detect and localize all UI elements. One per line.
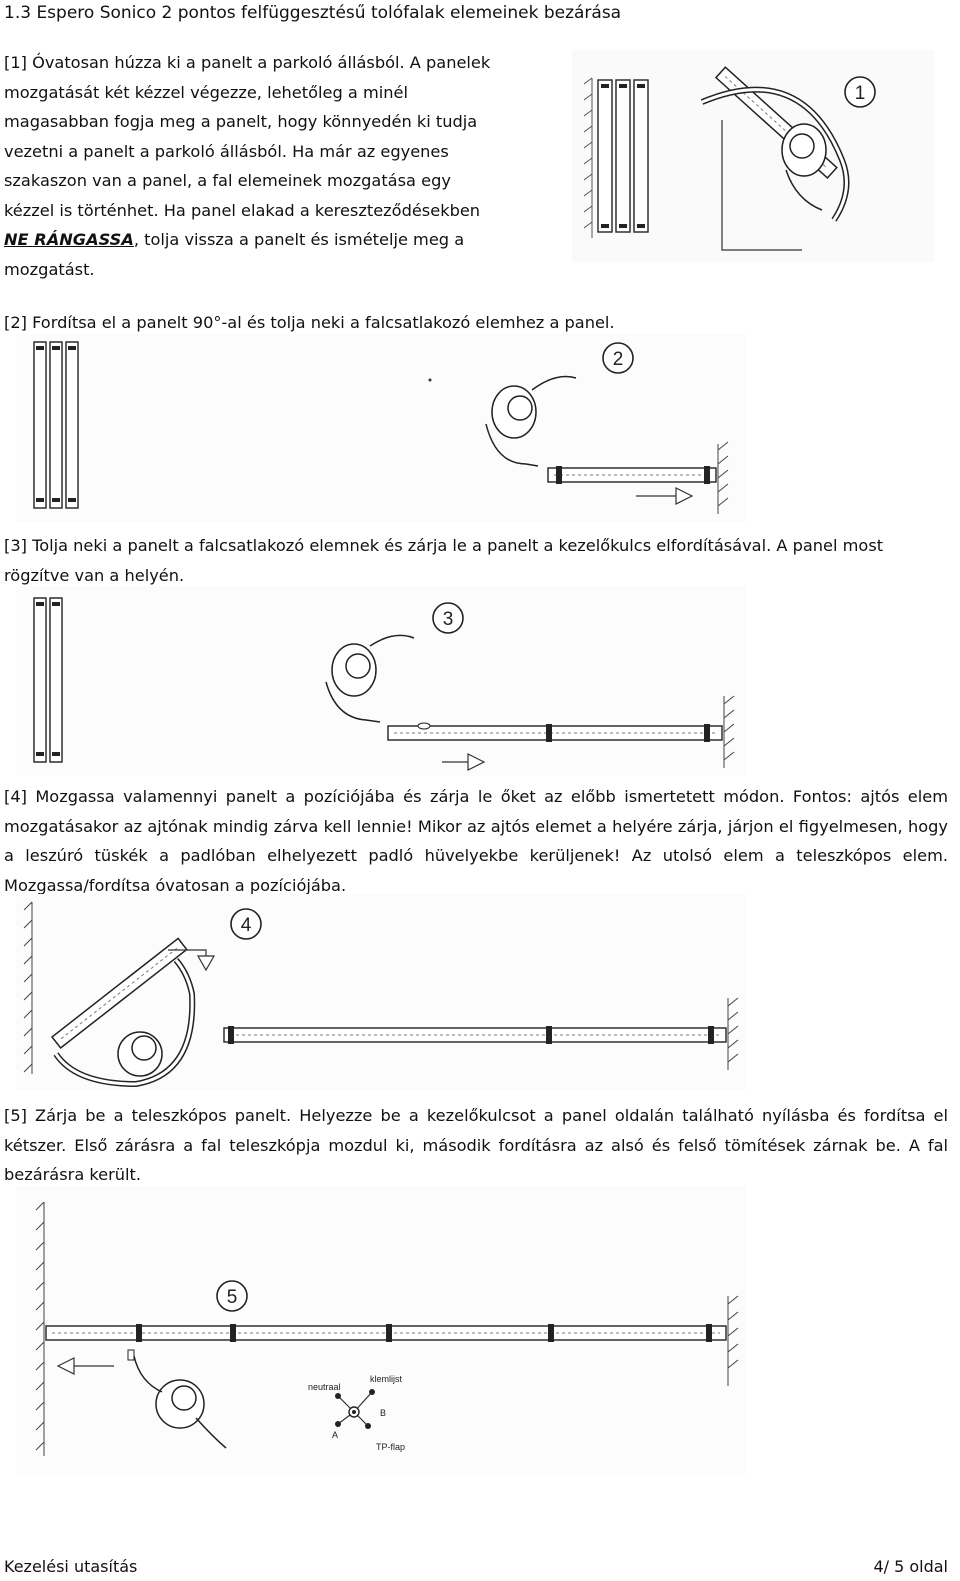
figure-3 [16, 586, 746, 776]
key-label-tp: TP-flap [376, 1442, 406, 1452]
step4-text: [4] Mozgassa valamennyi panelt a pozíciójába és zárja le őket az előbb ismertetett módon. Fontos: ajtós elem mozgatásakor az ajtónak mindig zárva kell lennie! Mikor az ajtós elemet a helyére zárja, járjon el figyelmesen, hogy a leszúró tüskék a padlóban elhelyezett padló hüvelyekbe kerüljenek! Az utolsó elem a teleszkópos elem. Mozgassa/fordítsa óvatosan a pozíciójába. [4, 787, 948, 895]
step1-line [4, 225, 564, 255]
step1-line: [1] Óvatosan húzza ki a panelt a parkoló állásból. A panelek [4, 53, 491, 72]
figure-3-number: 3 [442, 609, 454, 630]
key-label-clamp: klemlijst [370, 1374, 403, 1384]
key-label-b: B [380, 1408, 387, 1418]
figure-1 [572, 50, 934, 262]
figure-4 [16, 894, 746, 1090]
step1-line: kézzel is történhet. Ha panel elakad a kereszteződésekben [4, 200, 481, 220]
step1-line: mozgatást. [4, 259, 95, 279]
key-label-neutral: neutraal [308, 1382, 341, 1392]
step3-text: [3] Tolja neki a panelt a falcsatlakozó elemnek és zárja le a panelt a kezelőkulcs elfordításával. A panel most rögzítve van a helyén. [4, 536, 884, 585]
key-label-a: A [332, 1430, 339, 1440]
figure-5-number: 5 [226, 1287, 238, 1308]
footer-page-number: 4/ 5 oldal [873, 1557, 948, 1576]
figure-2-number: 2 [612, 349, 624, 370]
figure-1-number: 1 [854, 83, 866, 104]
step1-text [4, 48, 564, 284]
step1-line: szakaszon van a panel, a fal elemeinek mozgatása egy [4, 171, 451, 190]
step1-line-rest: , tolja vissza a panelt és ismételje meg a [133, 230, 465, 249]
section-heading: 1.3 Espero Sonico 2 pontos felfüggesztésű tolófalak elemeinek bezárása [4, 3, 622, 23]
step1-line: mozgatását két kézzel végezze, lehetőleg a minél [4, 82, 408, 102]
footer-left: Kezelési utasítás [4, 1557, 138, 1576]
figure-4-number: 4 [240, 915, 252, 936]
step1-line: magasabban fogja meg a panelt, hogy könnyedén ki tudja [4, 112, 478, 131]
warning-text: NE RÁNGASSA [4, 230, 134, 249]
step5-text: [5] Zárja be a teleszkópos panelt. Helyezze be a kezelőkulcsot a panel oldalán található nyílásba és fordítsa el kétszer. Első zárásra a fal teleszkópja mozdul ki, második fordításra az alsó és felső tömítések zárnak be. A fal bezárásra került. [4, 1106, 948, 1184]
step2-text: [2] Fordítsa el a panelt 90°-al és tolja neki a falcsatlakozó elemhez a panel. [4, 313, 615, 332]
figure-5 [16, 1186, 746, 1476]
step1-line: vezetni a panelt a parkoló állásból. Ha már az egyenes [4, 141, 449, 161]
figure-2 [16, 334, 746, 522]
